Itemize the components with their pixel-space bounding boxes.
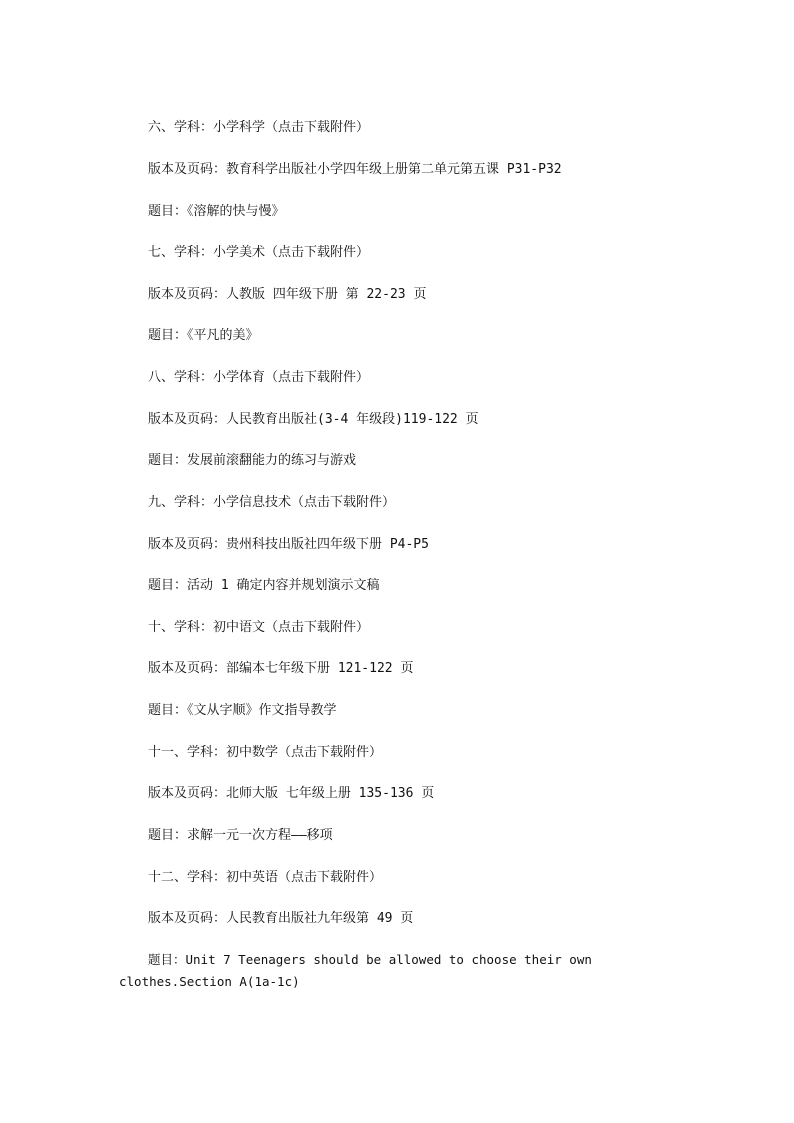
subject-heading-math: 十一、学科：初中数学（点击下载附件） xyxy=(148,745,383,760)
topic-pe: 题目：发展前滚翻能力的练习与游戏 xyxy=(148,453,357,468)
topic-chinese: 题目：《文从字顺》作文指导教学 xyxy=(148,703,337,718)
edition-pages-chinese: 版本及页码：部编本七年级下册 121-122 页 xyxy=(148,661,414,676)
topic-english-line-2: clothes.Section A(1a-1c) xyxy=(119,974,300,989)
subject-heading-chinese: 十、学科：初中语文（点击下载附件） xyxy=(148,620,370,635)
edition-pages-it: 版本及页码：贵州科技出版社四年级下册 P4-P5 xyxy=(148,537,429,552)
edition-pages-math: 版本及页码：北师大版 七年级上册 135-136 页 xyxy=(148,786,435,801)
subject-heading-it: 九、学科：小学信息技术（点击下载附件） xyxy=(148,495,396,510)
subject-heading-art: 七、学科：小学美术（点击下载附件） xyxy=(148,245,370,260)
topic-it: 题目：活动 1 确定内容并规划演示文稿 xyxy=(148,578,380,593)
topic-math: 题目：求解一元一次方程——移项 xyxy=(148,828,333,843)
edition-pages-art: 版本及页码：人教版 四年级下册 第 22-23 页 xyxy=(148,287,427,302)
edition-pages-pe: 版本及页码：人民教育出版社(3-4 年级段)119-122 页 xyxy=(148,412,479,427)
topic-english-line-1: 题目：Unit 7 Teenagers should be allowed to choose their own xyxy=(148,952,592,967)
topic-art: 题目：《平凡的美》 xyxy=(148,328,259,343)
edition-pages-english: 版本及页码：人民教育出版社九年级第 49 页 xyxy=(148,911,414,926)
subject-heading-science: 六、学科：小学科学（点击下载附件） xyxy=(148,120,370,135)
topic-science: 题目：《溶解的快与慢》 xyxy=(148,204,285,219)
subject-heading-english: 十二、学科：初中英语（点击下载附件） xyxy=(148,870,383,885)
topic-english xyxy=(119,949,592,993)
subject-heading-pe: 八、学科：小学体育（点击下载附件） xyxy=(148,370,370,385)
edition-pages-science: 版本及页码：教育科学出版社小学四年级上册第二单元第五课 P31-P32 xyxy=(148,162,562,177)
